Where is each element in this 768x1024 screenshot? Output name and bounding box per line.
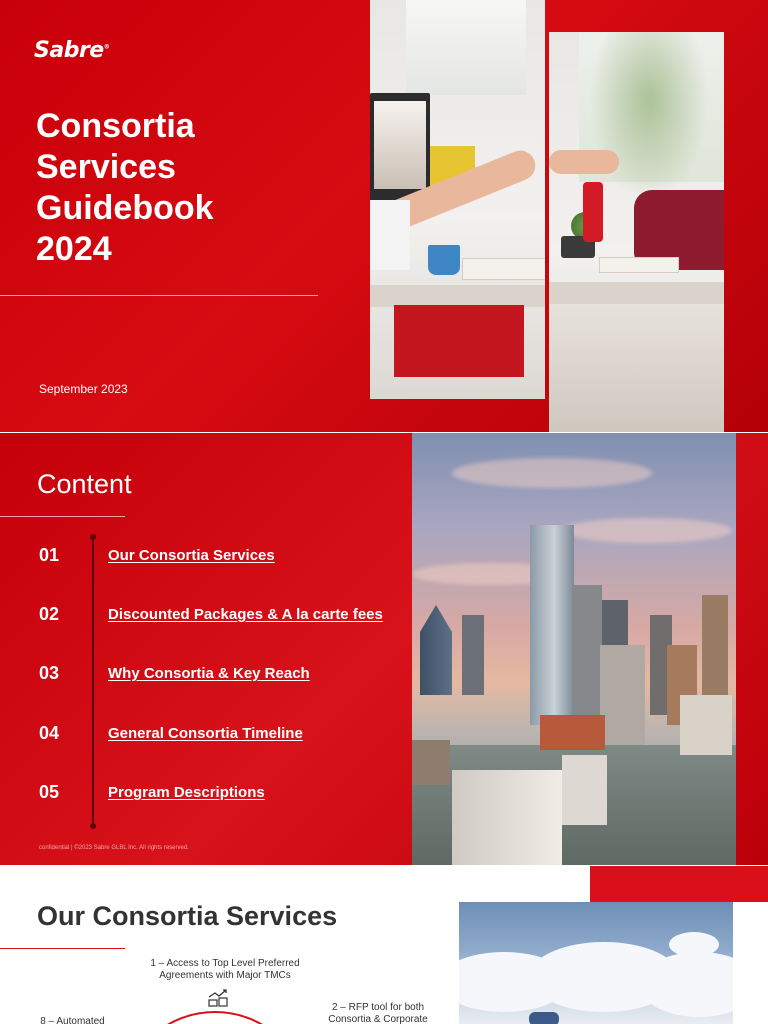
contents-heading: Content	[37, 469, 132, 499]
toc-item	[0, 545, 410, 575]
toc-number: 05	[39, 782, 60, 802]
contents-slide	[0, 433, 768, 865]
services-slide	[0, 866, 768, 1024]
toc-link-our-consortia-services[interactable]: Our Consortia Services	[108, 547, 275, 564]
timeline-start-dot	[90, 534, 96, 540]
cover-divider	[0, 295, 318, 296]
toc-number: 02	[39, 604, 60, 624]
service-item-2-label: 2 – RFP tool for both Consortia & Corporate	[328, 1002, 428, 1024]
timeline-end-dot	[90, 823, 96, 829]
city-skyline-photo	[412, 433, 736, 865]
toc-link-why-consortia[interactable]: Why Consortia & Key Reach	[108, 665, 310, 682]
service-item-8-label: 8 – Automated	[40, 1016, 105, 1024]
services-heading: Our Consortia Services	[37, 901, 338, 931]
red-accent-block	[590, 866, 768, 902]
cover-title-line: Services	[36, 148, 176, 186]
logo-text: Sabre	[34, 38, 104, 63]
cover-title-line: 2024	[36, 230, 112, 268]
toc-link-discounted-packages[interactable]: Discounted Packages & A la carte fees	[108, 606, 383, 623]
cover-title	[36, 106, 336, 270]
cover-title-line: Consortia	[36, 107, 195, 145]
contents-divider	[0, 516, 125, 517]
service-item-1-label: 1 – Access to Top Level Preferred Agreements with Major TMCs	[150, 958, 300, 981]
toc-link-general-timeline[interactable]: General Consortia Timeline	[108, 725, 303, 742]
toc-item	[0, 782, 410, 812]
toc-number: 01	[39, 545, 60, 565]
monitor-image	[370, 93, 430, 203]
sabre-logo	[34, 38, 109, 63]
registered-mark: ®	[103, 43, 110, 51]
cover-slide	[0, 0, 768, 432]
services-cycle-arc	[120, 1011, 310, 1024]
office-photo-right	[549, 32, 724, 432]
toc-item	[0, 723, 410, 753]
services-divider	[0, 948, 125, 949]
office-photo-left	[370, 0, 545, 399]
cover-date: September 2023	[39, 382, 128, 396]
toc-item	[0, 604, 410, 634]
cover-title-line: Guidebook	[36, 189, 214, 227]
toc-number: 04	[39, 723, 60, 743]
toc-link-program-descriptions[interactable]: Program Descriptions	[108, 784, 265, 801]
toc-item	[0, 663, 410, 693]
toc-number: 03	[39, 663, 60, 683]
confidential-footer: confidential | ©2023 Sabre GLBL Inc. All rights reserved.	[39, 845, 189, 851]
chart-money-icon	[206, 988, 230, 1008]
mug-image	[428, 245, 460, 275]
sky-handshake-photo	[459, 902, 733, 1024]
